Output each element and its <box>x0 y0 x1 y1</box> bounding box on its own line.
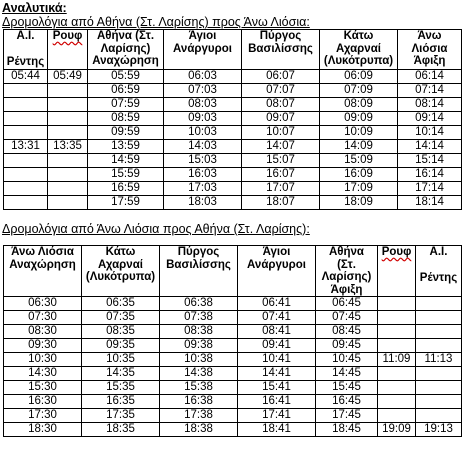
table-cell: 10:41 <box>238 353 316 367</box>
table-cell: 10:35 <box>82 353 160 367</box>
table-cell: 07:07 <box>242 84 320 98</box>
table-cell: 14:45 <box>316 367 378 381</box>
table-cell: 13:59 <box>88 140 164 154</box>
table-cell: 06:41 <box>238 297 316 311</box>
table-cell: 18:41 <box>238 423 316 437</box>
table-header-row <box>4 30 462 70</box>
table-cell <box>48 196 88 210</box>
table-cell: 18:03 <box>164 196 242 210</box>
table-row <box>4 367 462 381</box>
table-cell <box>416 381 462 395</box>
table-cell <box>378 297 416 311</box>
header-ai-rentis: Α.Ι. Ρέντης <box>4 30 48 70</box>
table-header-row <box>4 246 462 297</box>
table-cell: 08:09 <box>320 98 398 112</box>
header-ai-rentis: Α.Ι. Ρέντης <box>416 246 462 297</box>
table-cell: 16:35 <box>82 395 160 409</box>
table-cell <box>416 297 462 311</box>
table-cell: 09:41 <box>238 339 316 353</box>
table-cell: 09:14 <box>398 112 462 126</box>
table-row <box>4 339 462 353</box>
table-cell: 07:14 <box>398 84 462 98</box>
table-cell: 18:35 <box>82 423 160 437</box>
table-cell: 15:41 <box>238 381 316 395</box>
table-cell <box>4 168 48 182</box>
table-row <box>4 98 462 112</box>
table-cell: 18:45 <box>316 423 378 437</box>
table-cell <box>48 126 88 140</box>
table-cell: 15:03 <box>164 154 242 168</box>
table-cell: 09:59 <box>88 126 164 140</box>
table-cell <box>4 98 48 112</box>
table-cell: 14:38 <box>160 367 238 381</box>
table-cell: 08:38 <box>160 325 238 339</box>
table-row <box>4 126 462 140</box>
table-cell <box>48 98 88 112</box>
table-cell: 18:07 <box>242 196 320 210</box>
header-pyrgos-vasilissis: Πύργος Βασιλίσσης <box>160 246 238 297</box>
table-cell <box>378 325 416 339</box>
table-cell: 16:30 <box>4 395 82 409</box>
table-cell: 15:38 <box>160 381 238 395</box>
table-cell <box>48 84 88 98</box>
table-cell: 15:35 <box>82 381 160 395</box>
table-cell: 16:59 <box>88 182 164 196</box>
table-cell: 10:03 <box>164 126 242 140</box>
header-athens-departure: Αθήνα (Στ. Λαρίσης) Αναχώρηση <box>88 30 164 70</box>
table-cell <box>416 395 462 409</box>
table-cell: 08:30 <box>4 325 82 339</box>
table1-subtitle: Δρομολόγια από Αθήνα (Στ. Λαρίσης) προς Άνω Λιόσια: <box>2 15 310 29</box>
table-cell <box>416 325 462 339</box>
table-cell: 09:38 <box>160 339 238 353</box>
table-cell: 15:59 <box>88 168 164 182</box>
header-athens-arrival: Αθήνα (Στ. Λαρίσης) Άφιξη <box>316 246 378 297</box>
table-cell: 07:03 <box>164 84 242 98</box>
table-cell: 07:30 <box>4 311 82 325</box>
table-cell: 15:07 <box>242 154 320 168</box>
header-ano-liosia-departure: Άνω Λιόσια Αναχώρηση <box>4 246 82 297</box>
table-cell: 07:45 <box>316 311 378 325</box>
table-cell <box>378 367 416 381</box>
table-cell: 08:14 <box>398 98 462 112</box>
table-cell: 08:45 <box>316 325 378 339</box>
table-cell: 16:38 <box>160 395 238 409</box>
table-cell: 06:09 <box>320 70 398 84</box>
table-cell <box>48 182 88 196</box>
table-cell: 17:03 <box>164 182 242 196</box>
table-cell: 17:30 <box>4 409 82 423</box>
table-cell: 09:35 <box>82 339 160 353</box>
table-cell: 14:14 <box>398 140 462 154</box>
table-cell: 05:44 <box>4 70 48 84</box>
table-cell <box>416 367 462 381</box>
table-cell: 18:09 <box>320 196 398 210</box>
table-cell: 17:35 <box>82 409 160 423</box>
table-cell: 17:09 <box>320 182 398 196</box>
table-cell: 17:07 <box>242 182 320 196</box>
table-cell <box>378 395 416 409</box>
table-cell: 10:38 <box>160 353 238 367</box>
table-cell: 16:03 <box>164 168 242 182</box>
table-cell: 16:45 <box>316 395 378 409</box>
table-cell: 14:03 <box>164 140 242 154</box>
table-cell: 16:14 <box>398 168 462 182</box>
table2-subtitle: Δρομολόγια από Άνω Λιόσια προς Αθήνα (Στ. Λαρίσης): <box>2 222 310 236</box>
header-agioi-anargyroi: Άγιοι Ανάργυροι <box>164 30 242 70</box>
table-cell: 08:07 <box>242 98 320 112</box>
table-cell: 18:14 <box>398 196 462 210</box>
table-cell: 17:45 <box>316 409 378 423</box>
table-cell <box>378 409 416 423</box>
header-pyrgos-vasilissis: Πύργος Βασιλίσσης <box>242 30 320 70</box>
table-cell: 14:35 <box>82 367 160 381</box>
table-cell: 17:38 <box>160 409 238 423</box>
table-cell: 09:09 <box>320 112 398 126</box>
table-cell: 08:59 <box>88 112 164 126</box>
table-cell: 14:59 <box>88 154 164 168</box>
table-cell: 17:59 <box>88 196 164 210</box>
schedule-table-athens-to-ano-liosia <box>3 29 462 210</box>
table-cell <box>416 409 462 423</box>
table-row <box>4 70 462 84</box>
table-cell: 06:59 <box>88 84 164 98</box>
table-cell <box>378 311 416 325</box>
table-row <box>4 84 462 98</box>
table-row <box>4 395 462 409</box>
table-cell <box>4 84 48 98</box>
table-row <box>4 154 462 168</box>
table-row <box>4 196 462 210</box>
table-cell <box>48 168 88 182</box>
table-cell: 15:09 <box>320 154 398 168</box>
table-row <box>4 140 462 154</box>
table-row <box>4 353 462 367</box>
table-cell: 18:30 <box>4 423 82 437</box>
table-cell: 19:13 <box>416 423 462 437</box>
table-cell: 07:35 <box>82 311 160 325</box>
table-cell: 07:38 <box>160 311 238 325</box>
table-cell: 16:07 <box>242 168 320 182</box>
page-heading: Αναλυτικά: <box>2 1 67 15</box>
table-cell <box>4 196 48 210</box>
table-cell: 09:45 <box>316 339 378 353</box>
table-cell: 15:30 <box>4 381 82 395</box>
header-ano-liosia-arrival: Άνω Λιόσια Άφιξη <box>398 30 462 70</box>
table-cell: 07:41 <box>238 311 316 325</box>
table-cell: 10:14 <box>398 126 462 140</box>
table-row <box>4 423 462 437</box>
table-cell <box>416 339 462 353</box>
table-cell <box>416 311 462 325</box>
table-cell: 14:09 <box>320 140 398 154</box>
table-cell: 06:14 <box>398 70 462 84</box>
table-cell <box>4 182 48 196</box>
table-cell <box>4 112 48 126</box>
table-cell <box>4 126 48 140</box>
table-row <box>4 168 462 182</box>
table-cell: 16:09 <box>320 168 398 182</box>
table-cell <box>378 381 416 395</box>
header-kato-acharnai: Κάτω Αχαρναί (Λυκότρυπα) <box>82 246 160 297</box>
table-cell: 15:14 <box>398 154 462 168</box>
schedule-table-ano-liosia-to-athens <box>3 245 462 437</box>
table-cell: 10:07 <box>242 126 320 140</box>
table-row <box>4 297 462 311</box>
table-cell: 17:14 <box>398 182 462 196</box>
table-cell: 09:07 <box>242 112 320 126</box>
header-rouf: Ρουφ <box>378 246 416 297</box>
table-cell: 10:45 <box>316 353 378 367</box>
table-cell: 15:45 <box>316 381 378 395</box>
table-cell: 06:07 <box>242 70 320 84</box>
table-cell: 07:59 <box>88 98 164 112</box>
table-row <box>4 325 462 339</box>
table-cell: 05:49 <box>48 70 88 84</box>
table-cell: 08:35 <box>82 325 160 339</box>
table-cell: 18:38 <box>160 423 238 437</box>
table-cell: 14:41 <box>238 367 316 381</box>
table-cell <box>48 112 88 126</box>
table-cell <box>378 339 416 353</box>
table-cell: 14:07 <box>242 140 320 154</box>
table-cell: 11:09 <box>378 353 416 367</box>
table-row <box>4 381 462 395</box>
table-cell: 11:13 <box>416 353 462 367</box>
table-cell <box>4 154 48 168</box>
table-cell: 13:31 <box>4 140 48 154</box>
table-row <box>4 311 462 325</box>
table-cell: 08:03 <box>164 98 242 112</box>
table-cell <box>48 154 88 168</box>
table-cell: 06:35 <box>82 297 160 311</box>
header-kato-acharnai: Κάτω Αχαρναί (Λυκότρυπα) <box>320 30 398 70</box>
table-cell: 10:09 <box>320 126 398 140</box>
table-row <box>4 112 462 126</box>
table-cell: 19:09 <box>378 423 416 437</box>
table-cell: 07:09 <box>320 84 398 98</box>
table-cell: 06:45 <box>316 297 378 311</box>
header-rouf: Ρουφ <box>48 30 88 70</box>
table-row <box>4 409 462 423</box>
table-cell: 06:30 <box>4 297 82 311</box>
table-cell: 14:30 <box>4 367 82 381</box>
table-cell: 13:35 <box>48 140 88 154</box>
table-cell: 06:03 <box>164 70 242 84</box>
header-agioi-anargyroi: Άγιοι Ανάργυροι <box>238 246 316 297</box>
table-cell: 05:59 <box>88 70 164 84</box>
table-cell: 17:41 <box>238 409 316 423</box>
table-cell: 10:30 <box>4 353 82 367</box>
table-cell: 16:41 <box>238 395 316 409</box>
table-cell: 09:03 <box>164 112 242 126</box>
table-cell: 08:41 <box>238 325 316 339</box>
table-cell: 09:30 <box>4 339 82 353</box>
table-cell: 06:38 <box>160 297 238 311</box>
table-row <box>4 182 462 196</box>
